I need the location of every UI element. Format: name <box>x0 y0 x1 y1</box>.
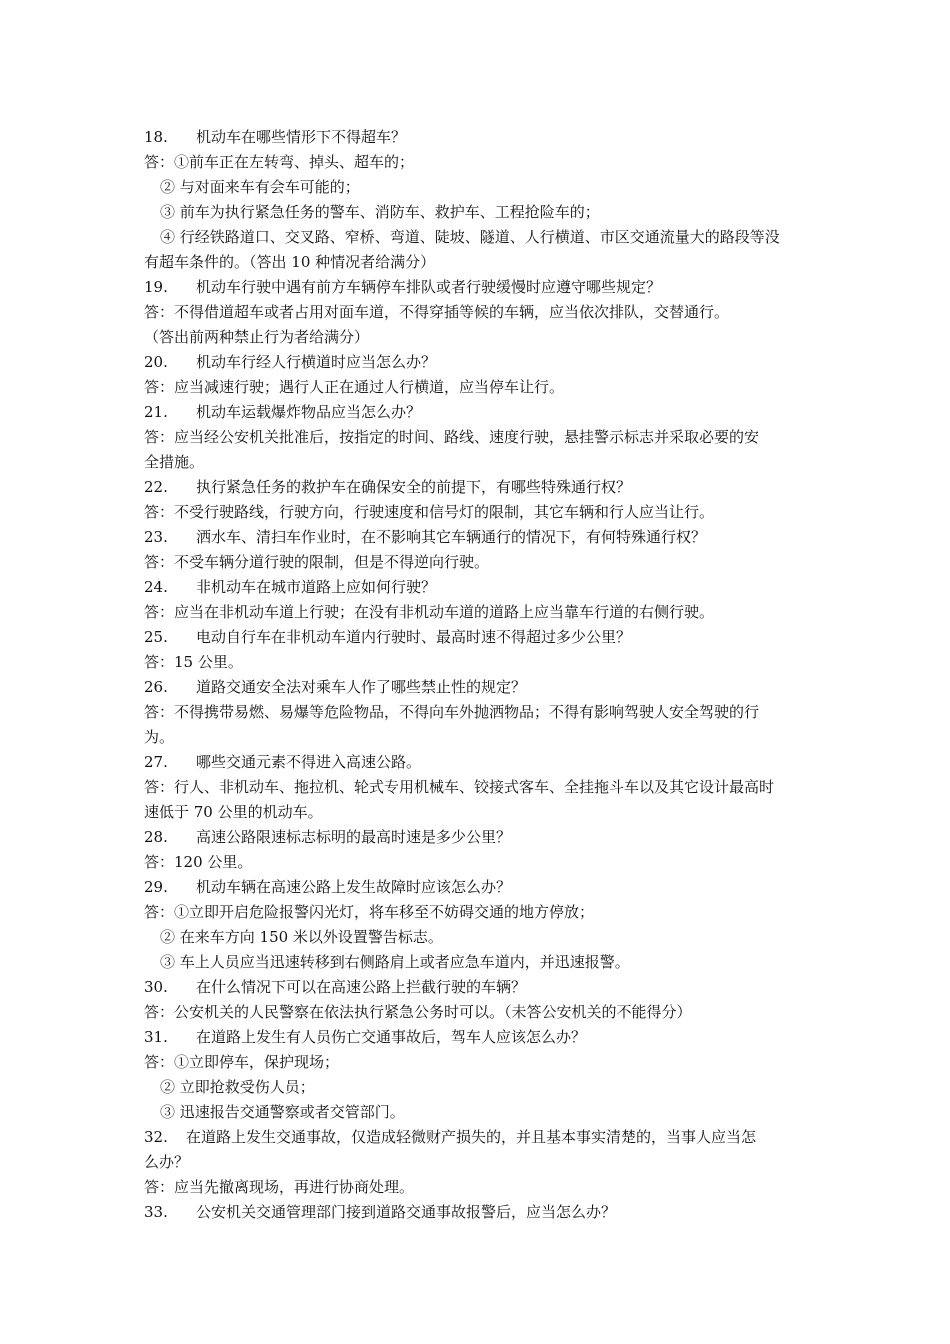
question-number: 21. <box>144 403 168 421</box>
question-number: 26. <box>144 678 168 696</box>
question-line <box>144 350 812 375</box>
answer-line: 速低于 70 公里的机动车。 <box>144 803 323 821</box>
answer-line: 答：公安机关的人民警察在依法执行紧急公务时可以。（未答公安机关的不能得分） <box>144 1003 692 1021</box>
answer-line: 答：应当先撤离现场，再进行协商处理。 <box>144 1178 415 1196</box>
question-line <box>144 525 812 550</box>
question-text: 执行紧急任务的救护车在确保安全的前提下，有哪些特殊通行权？ <box>196 478 632 496</box>
answer-line: 答：不受车辆分道行驶的限制，但是不得逆向行驶。 <box>144 553 490 571</box>
question-text: 在道路上发生有人员伤亡交通事故后，驾车人应该怎么办？ <box>196 1028 587 1046</box>
answer-line: 答：不受行驶路线，行驶方向，行驶速度和信号灯的限制，其它车辆和行人应当让行。 <box>144 503 715 521</box>
question-line <box>144 400 812 425</box>
question-number: 22. <box>144 478 168 496</box>
question-text: 哪些交通元素不得进入高速公路。 <box>196 753 422 771</box>
answer-line: 答：①立即开启危险报警闪光灯，将车移至不妨碍交通的地方停放； <box>144 903 595 921</box>
question-line <box>144 475 812 500</box>
question-number: 19. <box>144 278 168 296</box>
answer-line: 答：15 公里。 <box>144 653 243 671</box>
question-number: 30. <box>144 978 168 996</box>
question-number: 24. <box>144 578 168 596</box>
answer-line: 答：不得携带易燃、易爆等危险物品，不得向车外抛洒物品；不得有影响驾驶人安全驾驶的行 <box>144 703 760 721</box>
question-number: 33. <box>144 1203 168 1221</box>
question-line <box>144 875 812 900</box>
answer-line: 答：应当在非机动车道上行驶；在没有非机动车道的道路上应当靠车行道的右侧行驶。 <box>144 603 715 621</box>
question-line <box>144 750 812 775</box>
question-line <box>144 825 812 850</box>
question-text: 道路交通安全法对乘车人作了哪些禁止性的规定？ <box>196 678 527 696</box>
answer-line: （答出前两种禁止行为者给满分） <box>144 328 370 346</box>
question-line <box>144 125 812 150</box>
answer-line: 答：①前车正在左转弯、掉头、超车的； <box>144 153 415 171</box>
question-number: 25. <box>144 628 168 646</box>
question-line <box>144 275 812 300</box>
question-text: 非机动车在城市道路上应如何行驶？ <box>196 578 437 596</box>
question-text: 机动车行驶中遇有前方车辆停车排队或者行驶缓慢时应遵守哪些规定？ <box>196 278 662 296</box>
question-text: 在道路上发生交通事故，仅造成轻微财产损失的，并且基本事实清楚的，当事人应当怎 <box>186 1128 757 1146</box>
answer-line: 么办？ <box>144 1153 190 1171</box>
question-text: 机动车行经人行横道时应当怎么办？ <box>196 353 437 371</box>
question-number: 23. <box>144 528 168 546</box>
question-number: 27. <box>144 753 168 771</box>
answer-line: 答：120 公里。 <box>144 853 253 871</box>
answer-line: ② 在来车方向 150 米以外设置警告标志。 <box>160 928 443 946</box>
answer-line: ② 与对面来车有会车可能的； <box>160 178 360 196</box>
answer-line: 答：①立即停车，保护现场； <box>144 1053 340 1071</box>
question-line <box>144 1125 812 1150</box>
answer-line: 全措施。 <box>144 453 205 471</box>
question-number: 31. <box>144 1028 168 1046</box>
question-text: 机动车运载爆炸物品应当怎么办？ <box>196 403 422 421</box>
question-line <box>144 1025 812 1050</box>
answer-line: 答：应当经公安机关批准后，按指定的时间、路线、速度行驶，悬挂警示标志并采取必要的安 <box>144 428 760 446</box>
question-line <box>144 675 812 700</box>
qa-text-body <box>144 125 812 1225</box>
question-text: 在什么情况下可以在高速公路上拦截行驶的车辆？ <box>196 978 527 996</box>
question-line <box>144 1200 812 1225</box>
answer-line: ③ 车上人员应当迅速转移到右侧路肩上或者应急车道内，并迅速报警。 <box>160 953 630 971</box>
answer-line: 答：应当减速行驶；遇行人正在通过人行横道，应当停车让行。 <box>144 378 565 396</box>
answer-line: 为。 <box>144 728 175 746</box>
question-text: 电动自行车在非机动车道内行驶时、最高时速不得超过多少公里？ <box>196 628 632 646</box>
question-text: 机动车在哪些情形下不得超车？ <box>196 128 407 146</box>
question-text: 高速公路限速标志标明的最高时速是多少公里？ <box>196 828 512 846</box>
question-line <box>144 575 812 600</box>
answer-line: 有超车条件的。（答出 10 种情况者给满分） <box>144 253 436 271</box>
question-number: 18. <box>144 128 168 146</box>
question-text: 公安机关交通管理部门接到道路交通事故报警后，应当怎么办？ <box>196 1203 617 1221</box>
question-number: 32. <box>144 1128 168 1146</box>
answer-line: 答：行人、非机动车、拖拉机、轮式专用机械车、铰接式客车、全挂拖斗车以及其它设计最高时 <box>144 778 775 796</box>
question-number: 20. <box>144 353 168 371</box>
answer-line: 答：不得借道超车或者占用对面车道，不得穿插等候的车辆，应当依次排队，交替通行。 <box>144 303 730 321</box>
answer-line: ③ 前车为执行紧急任务的警车、消防车、救护车、工程抢险车的； <box>160 203 600 221</box>
answer-line: ④ 行经铁路道口、交叉路、窄桥、弯道、陡坡、隧道、人行横道、市区交通流量大的路段等没 <box>160 228 780 246</box>
answer-line: ③ 迅速报告交通警察或者交管部门。 <box>160 1103 405 1121</box>
question-text: 洒水车、清扫车作业时，在不影响其它车辆通行的情况下，有何特殊通行权？ <box>196 528 707 546</box>
question-number: 28. <box>144 828 168 846</box>
question-line <box>144 975 812 1000</box>
question-text: 机动车辆在高速公路上发生故障时应该怎么办？ <box>196 878 512 896</box>
question-line <box>144 625 812 650</box>
question-number: 29. <box>144 878 168 896</box>
answer-line: ② 立即抢救受伤人员； <box>160 1078 315 1096</box>
